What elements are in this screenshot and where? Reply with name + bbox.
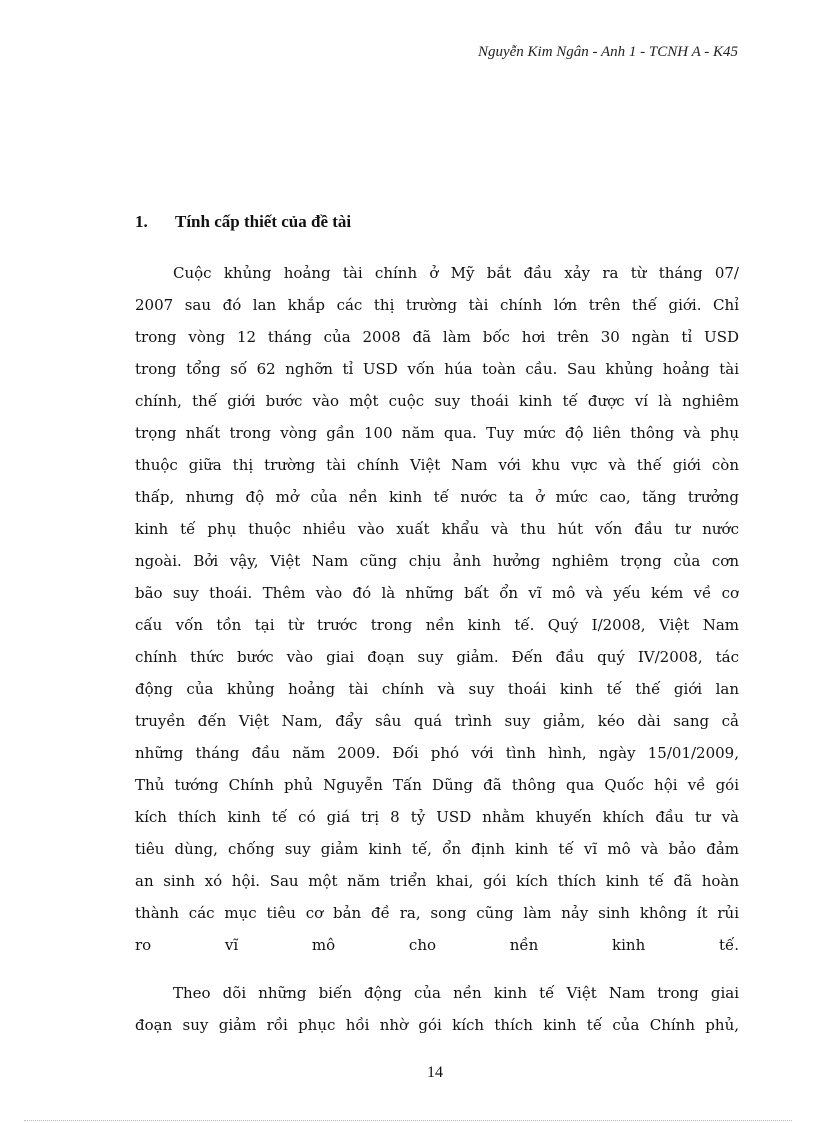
paragraph-line: trong vòng 12 tháng của 2008 đã làm bốc hơi trên 30 ngàn tỉ USD (135, 328, 739, 346)
paragraph-line: truyền đến Việt Nam, đẩy sâu quá trình suy giảm, kéo dài sang cả (135, 712, 739, 730)
paragraph-line: an sinh xó hội. Sau một năm triển khai, gói kích thích kinh tế đã hoàn (135, 872, 739, 890)
paragraph-line: ngoài. Bởi vậy, Việt Nam cũng chịu ảnh hưởng nghiêm trọng của cơn (135, 552, 739, 570)
paragraph-line: chính thức bước vào giai đoạn suy giảm. Đến đầu quý IV/2008, tác (135, 648, 739, 666)
page-number: 14 (427, 1064, 443, 1081)
paragraph-line: Thủ tướng Chính phủ Nguyễn Tấn Dũng đã thông qua Quốc hội về gói (135, 776, 739, 794)
paragraph-line: tiêu dùng, chống suy giảm kinh tế, ổn định kinh tế vĩ mô và bảo đảm (135, 840, 739, 858)
paragraph-line: thấp, nhưng độ mở của nền kinh tế nước ta ở mức cao, tăng trưởng (135, 488, 739, 506)
paragraph-line: kinh tế phụ thuộc nhiều vào xuất khẩu và thu hút vốn đầu tư nước (135, 520, 739, 538)
paragraph-2 (135, 977, 739, 1041)
section-heading (135, 212, 351, 232)
paragraph-line: Theo dõi những biến động của nền kinh tế Việt Nam trong giai (173, 984, 739, 1002)
paragraph-line: những tháng đầu năm 2009. Đối phó với tình hình, ngày 15/01/2009, (135, 744, 739, 762)
paragraph-line: cấu vốn tồn tại từ trước trong nền kinh tế. Quý I/2008, Việt Nam (135, 616, 739, 634)
paragraph-1 (135, 257, 739, 961)
footer-divider (24, 1120, 792, 1121)
paragraph-line: thành các mục tiêu cơ bản đề ra, song cũng làm nảy sinh không ít rủi (135, 904, 739, 922)
running-header: Nguyễn Kim Ngân - Anh 1 - TCNH A - K45 (477, 44, 738, 60)
paragraph-line: Cuộc khủng hoảng tài chính ở Mỹ bắt đầu xảy ra từ tháng 07/ (173, 264, 739, 282)
section-title: Tính cấp thiết của đề tài (175, 212, 352, 231)
paragraph-line: đoạn suy giảm rồi phục hồi nhờ gói kích thích kinh tế của Chính phủ, (135, 1016, 739, 1034)
paragraph-line: kích thích kinh tế có giá trị 8 tỷ USD nhằm khuyến khích đầu tư và (135, 808, 739, 826)
paragraph-line: thuộc giữa thị trường tài chính Việt Nam với khu vực và thế giới còn (135, 456, 739, 474)
paragraph-line: trong tổng số 62 nghỡn tỉ USD vốn húa toàn cầu. Sau khủng hoảng tài (135, 360, 739, 378)
paragraph-line: động của khủng hoảng tài chính và suy thoái kinh tế thế giới lan (135, 680, 739, 698)
paragraph-line: trọng nhất trong vòng gần 100 năm qua. Tuy mức độ liên thông và phụ (135, 424, 739, 442)
paragraph-line: bão suy thoái. Thêm vào đó là những bất ổn vĩ mô và yếu kém về cơ (135, 584, 739, 602)
paragraph-line: ro vĩ mô cho nền kinh tế. (135, 936, 739, 954)
paragraph-line: 2007 sau đó lan khắp các thị trường tài chính lớn trên thế giới. Chỉ (135, 296, 739, 314)
section-number: 1. (135, 212, 148, 231)
paragraph-line: chính, thế giới bước vào một cuộc suy thoái kinh tế được ví là nghiêm (135, 392, 739, 410)
